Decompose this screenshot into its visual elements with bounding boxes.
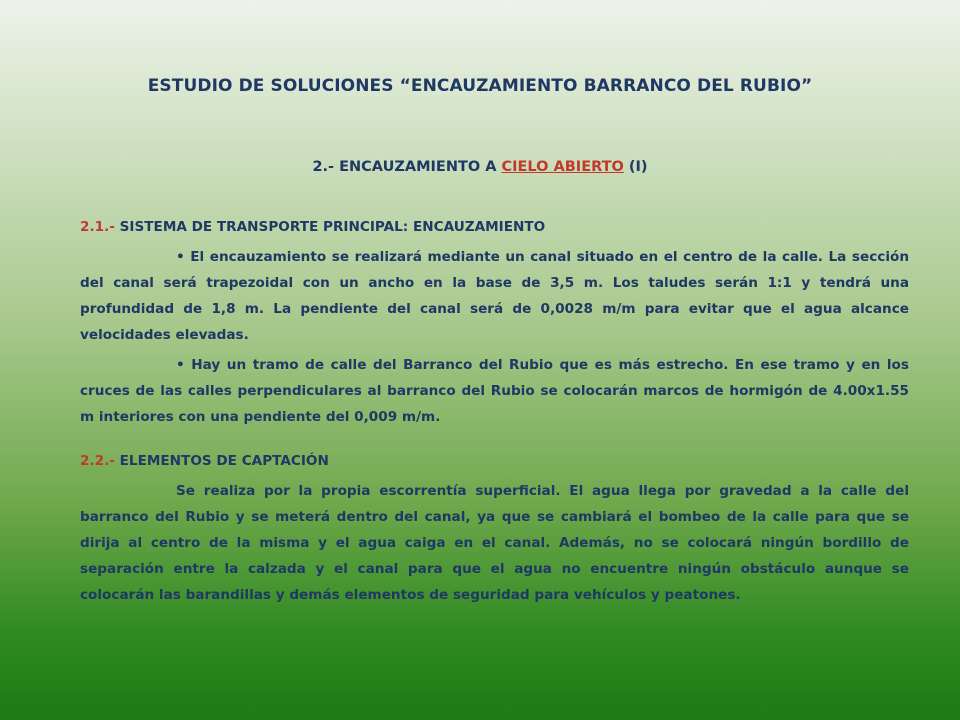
body-paragraph: Se realiza por la propia escorrentía superficial. El agua llega por gravedad a la calle del barranco del Rubio y se meterá dentro del canal, ya que se cambiará el bombeo de la calle para que se dirija al centro de la misma y el agua caiga en el canal. Además, no se colocará ningún bordillo de separación entre la calzada y el canal para que el agua no encuentre ningún obstáculo aunque se colocarán las barandillas y demás elementos de seguridad para vehículos y peatones. <box>80 483 909 603</box>
section-title: ELEMENTOS DE CAPTACIÓN <box>114 453 329 469</box>
bullet-text: Hay un tramo de calle del Barranco del Rubio que es más estrecho. En ese tramo y en los cruces de las calles perpendiculares al barranco del Rubio se colocarán marcos de hormigón de 4.00x1.55 m interiores con una pendiente del 0,009 m/m. <box>80 357 909 425</box>
section-heading-2-2 <box>80 448 909 474</box>
bullet-icon: • <box>176 249 185 265</box>
subtitle-suffix: (I) <box>623 159 648 175</box>
slide-title: ESTUDIO DE SOLUCIONES “ENCAUZAMIENTO BARRANCO DEL RUBIO” <box>147 76 813 96</box>
subtitle-prefix: 2.- ENCAUZAMIENTO A <box>312 159 502 175</box>
bullet-paragraph <box>80 244 909 348</box>
section-number: 2.2.- <box>80 453 115 469</box>
bullet-icon: • <box>176 357 185 373</box>
slide-subtitle <box>0 159 960 175</box>
bullet-text: El encauzamiento se realizará mediante un canal situado en el centro de la calle. La sección del canal será trapezoidal con un ancho en la base de 3,5 m. Los taludes serán 1:1 y tendrá una profundidad de 1,8 m. La pendiente del canal será de 0,0028 m/m para evitar que el agua alcance velocidades elevadas. <box>80 249 909 343</box>
slide-content <box>80 214 909 608</box>
bullet-paragraph <box>80 352 909 430</box>
section-heading-2-1 <box>80 214 909 240</box>
section-title: SISTEMA DE TRANSPORTE PRINCIPAL: ENCAUZAMIENTO <box>114 219 546 235</box>
subtitle-highlight: CIELO ABIERTO <box>501 159 624 175</box>
section-number: 2.1.- <box>80 219 115 235</box>
